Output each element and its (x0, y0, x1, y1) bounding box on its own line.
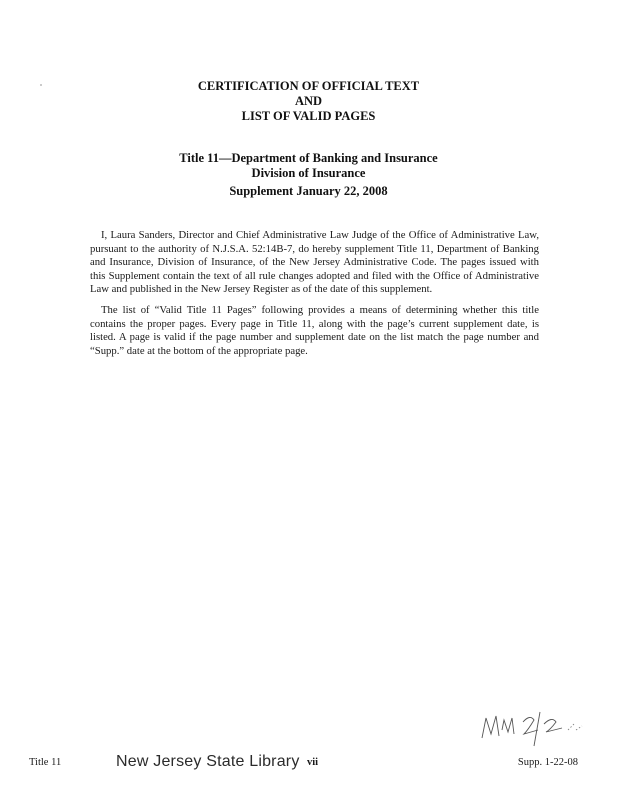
title-block (0, 151, 617, 181)
heading-line-2: AND (294, 94, 323, 108)
certification-body (90, 229, 539, 365)
heading-line-3: LIST OF VALID PAGES (241, 109, 376, 123)
footer-supplement: Supp. 1-22-08 (517, 757, 578, 768)
heading-line-1: CERTIFICATION OF OFFICIAL TEXT (197, 79, 420, 93)
body-paragraph-1: I, Laura Sanders, Director and Chief Administrative Law Judge of the Office of Administrative Law, pursuant to the authority of N.J.S.A. 52:14B-7, do hereby supplement Title 11, Department of Banking and Insurance, Division of Insurance, of the New Jersey Administrative Code. The pages issued with this Supplement contain the text of all rule changes adopted and filed with the Office of Administrative Law and published in the New Jersey Register as of the date of this supplement. (90, 229, 539, 296)
footer-title: Title 11 (29, 757, 62, 768)
division-name: Division of Insurance (251, 166, 366, 180)
body-paragraph-2: The list of “Valid Title 11 Pages” following provides a means of determining whether this title contains the proper pages. Every page in Title 11, along with the page’s current supplement date, is listed. A page is valid if the page number and supplement date on the list match the page number and “Supp.” date at the bottom of the appropriate page. (90, 303, 539, 357)
library-stamp: New Jersey State Library (116, 753, 300, 770)
certification-heading (0, 79, 617, 124)
page-number: vii (307, 757, 319, 768)
handwritten-initials-signature (478, 700, 588, 750)
supplement-date: Supplement January 22, 2008 (229, 184, 388, 198)
title-name: Title 11—Department of Banking and Insurance (179, 151, 438, 165)
